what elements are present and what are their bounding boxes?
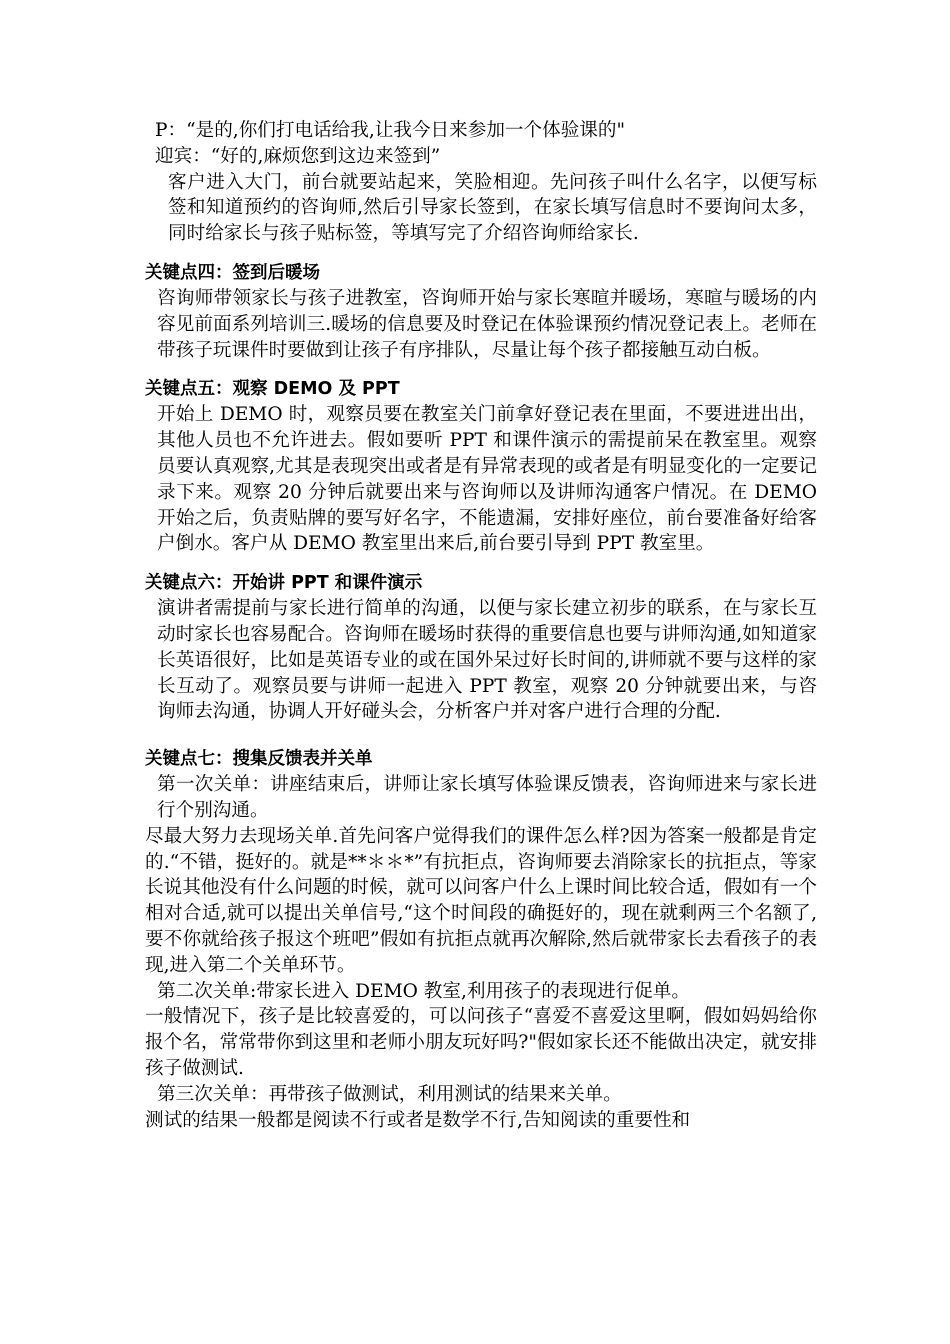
heading-key-point-7: 关键点七：搜集反馈表并关单 [145, 749, 373, 770]
paragraph-warmup: 咨询师带领家长与孩子进教室，咨询师开始与家长寒暄并暖场，寒暄与暖场的内容见前面系列培训三.暖场的信息要及时登记在体验课预约情况登记表上。老师在带孩子玩课件时要做到让孩子有序排队，尽量让每个孩子都接触互动白板。 [157, 287, 817, 361]
paragraph-child-question: 一般情况下，孩子是比较喜爱的，可以问孩子“喜爱不喜爱这里啊，假如妈妈给你报个名，常常带你到这里和老师小朋友玩好吗?"假如家长还不能做出决定，就安排孩子做测试. [145, 1006, 817, 1079]
paragraph-ppt-presentation: 演讲者需提前与家长进行简单的沟通，以便与家长建立初步的联系，在与家长互动时家长也容易配合。咨询师在暖场时获得的重要信息也要与讲师沟通,如知道家长英语很好，比如是英语专业的或在国外呆过好长时间的,讲师就不要与这样的家长互动了。观察员要与讲师一起进入 PPT 教室，观察 20 分钟就要出来，与咨询师去沟通，协调人开好碰头会，分析客户并对客户进行合理的分配. [157, 598, 817, 723]
paragraph-observe-demo: 开始上 DEMO 时，观察员要在教室关门前拿好登记表在里面，不要进进出出，其他人员也不允许进去。假如要听 PPT 和课件演示的需提前呆在教室里。观察员要认真观察,尤其是表现突出或者是有异常表现的或者是有明显变化的一定要记录下来。观察 20 分钟后就要出来与咨询师以及讲师沟通客户情况。在 DEMO 开始之后，负责贴牌的要写好名字，不能遗漏，安排好座位，前台要准备好给客户倒水。客户从 DEMO 教室里出来后,前台要引导到 PPT 教室里。 [157, 404, 817, 555]
paragraph-onsite-close: 尽最大努力去现场关单.首先问客户觉得我们的课件怎么样?因为答案一般都是肯定的.“不错，挺好的。就是**＊＊*”有抗拒点，咨询师要去消除家长的抗拒点，等家长说其他没有什么问题的时候，就可以问客户什么上课时间比较合适，假如有一个相对合适,就可以提出关单信号,“这个时间段的确挺好的，现在就剩两三个名额了,要不你就给孩子报这个班吧”假如有抗拒点就再次解除,然后就带家长去看孩子的表现,进入第二个关单环节。 [145, 825, 817, 976]
heading-key-point-6: 关键点六：开始讲 PPT 和课件演示 [145, 573, 423, 594]
dialogue-line-parent: P：“是的,你们打电话给我,让我今日来参加一个体验课的" [155, 120, 626, 141]
paragraph-test-results: 测试的结果一般都是阅读不行或者是数学不行,告知阅读的重要性和 [145, 1109, 691, 1131]
dialogue-line-greeter: 迎宾：“好的,麻烦您到这边来签到” [155, 145, 441, 167]
paragraph-reception: 客户进入大门，前台就要站起来，笑脸相迎。先问孩子叫什么名字，以便写标签和知道预约的咨询师,然后引导家长签到，在家长填写信息时不要询问太多，同时给家长与孩子贴标签，等填写完了介绍咨询师给家长. [168, 171, 817, 245]
document-body [145, 118, 817, 1133]
heading-key-point-5: 关键点五：观察 DEMO 及 PPT [145, 379, 400, 400]
paragraph-third-close: 第三次关单：再带孩子做测试，利用测试的结果来关单。 [157, 1083, 622, 1105]
heading-key-point-4: 关键点四：签到后暖场 [145, 262, 320, 283]
paragraph-second-close: 第二次关单:带家长进入 DEMO 教室,利用孩子的表现进行促单。 [157, 980, 691, 1002]
paragraph-first-close: 第一次关单：讲座结束后，讲师让家长填写体验课反馈表，咨询师进来与家长进行个别沟通。 [157, 774, 817, 821]
